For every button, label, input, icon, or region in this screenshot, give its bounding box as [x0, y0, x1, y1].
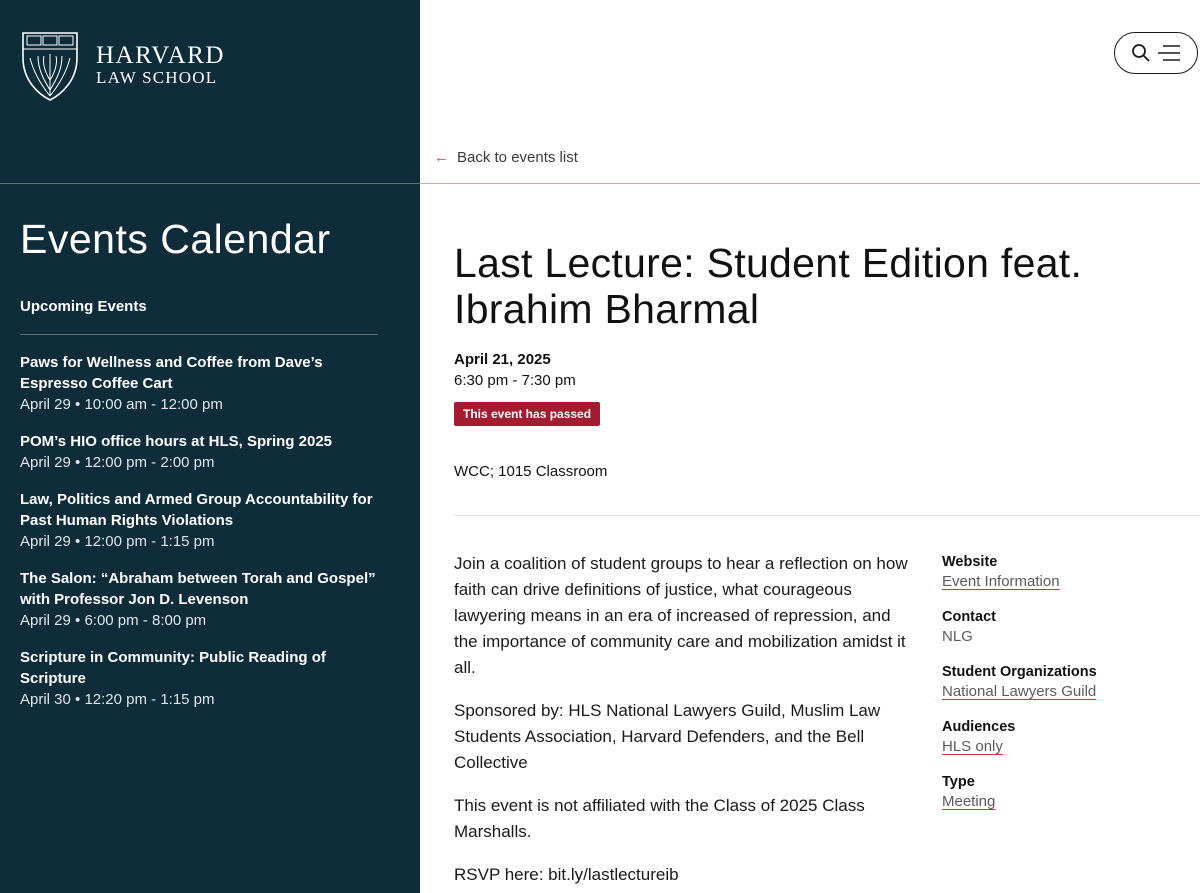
upcoming-event-time: April 29 • 12:00 pm - 2:00 pm [20, 454, 215, 471]
logo-line-law-school: LAW SCHOOL [96, 68, 218, 87]
meta-website [942, 552, 1182, 592]
upcoming-event-title[interactable]: The Salon: “Abraham between Torah and Gospel” with Professor Jon D. Levenson [20, 570, 376, 608]
contact-value: NLG [942, 628, 973, 645]
meta-label: Type [942, 774, 975, 790]
student-org-link[interactable]: National Lawyers Guild [942, 683, 1097, 700]
harvard-law-logo[interactable] [20, 30, 225, 102]
header-divider [420, 183, 1200, 184]
logo-wordmark [96, 44, 225, 88]
event-location: WCC; 1015 Classroom [454, 463, 608, 480]
meta-type [942, 772, 1182, 812]
meta-label: Contact [942, 609, 996, 625]
type-link[interactable]: Meeting [942, 793, 996, 810]
audience-link[interactable]: HLS only [942, 738, 1003, 755]
upcoming-event-title[interactable]: Paws for Wellness and Coffee from Dave’s Espresso Coffee Cart [20, 354, 323, 392]
status-badge: This event has passed [454, 402, 600, 426]
sidebar-divider [0, 183, 420, 184]
back-link-label[interactable]: Back to events list [457, 149, 578, 166]
upcoming-event-item[interactable] [20, 352, 378, 415]
hamburger-icon[interactable] [1157, 44, 1181, 62]
upcoming-event-list [20, 352, 378, 726]
meta-label: Audiences [942, 719, 1016, 735]
upcoming-event-time: April 29 • 12:00 pm - 1:15 pm [20, 533, 215, 550]
upcoming-event-time: April 30 • 12:20 pm - 1:15 pm [20, 691, 215, 708]
upcoming-event-title[interactable]: POM’s HIO office hours at HLS, Spring 2025 [20, 433, 333, 450]
upcoming-event-item[interactable] [20, 431, 378, 473]
content-divider [454, 515, 1200, 516]
back-to-events-link[interactable] [434, 149, 578, 166]
meta-audiences [942, 717, 1182, 757]
arrow-left-icon: ← [434, 149, 449, 166]
logo-line-harvard: HARVARD [96, 42, 225, 69]
calendar-title: Events Calendar [20, 216, 331, 262]
search-menu-button[interactable] [1114, 32, 1198, 74]
upcoming-event-time: April 29 • 6:00 pm - 8:00 pm [20, 612, 207, 629]
website-link[interactable]: Event Information [942, 573, 1060, 590]
upcoming-event-time: April 29 • 10:00 am - 12:00 pm [20, 396, 223, 413]
upcoming-divider [20, 334, 378, 335]
meta-label: Website [942, 554, 998, 570]
meta-label: Student Organizations [942, 664, 1097, 680]
upcoming-event-item[interactable] [20, 647, 378, 710]
description-paragraph: Join a coalition of student groups to hear a reflection on how faith can drive definitions of justice, what courageous lawyering means in an era of increased of repression, and the importance of community care and mobilization amidst it all. [454, 554, 908, 677]
description-paragraph: RSVP here: bit.ly/lastlectureib [454, 865, 679, 884]
meta-student-orgs [942, 662, 1182, 702]
event-description [454, 551, 914, 893]
upcoming-event-title[interactable]: Law, Politics and Armed Group Accountability for Past Human Rights Violations [20, 491, 373, 529]
description-paragraph: This event is not affiliated with the Class of 2025 Class Marshalls. [454, 796, 865, 841]
upcoming-events-heading: Upcoming Events [20, 298, 147, 315]
search-icon[interactable] [1131, 43, 1151, 63]
upcoming-event-title[interactable]: Scripture in Community: Public Reading of Scripture [20, 649, 326, 687]
shield-icon [20, 30, 80, 102]
event-hours: 6:30 pm - 7:30 pm [454, 372, 576, 389]
upcoming-event-item[interactable] [20, 568, 378, 631]
sidebar [0, 0, 420, 893]
event-date: April 21, 2025 [454, 351, 551, 368]
meta-contact [942, 607, 1182, 647]
description-paragraph: Sponsored by: HLS National Lawyers Guild, Muslim Law Students Association, Harvard Defenders, and the Bell Collective [454, 701, 881, 772]
upcoming-event-item[interactable] [20, 489, 378, 552]
event-meta [942, 552, 1182, 827]
event-title: Last Lecture: Student Edition feat. Ibrahim Bharmal [454, 240, 1083, 332]
